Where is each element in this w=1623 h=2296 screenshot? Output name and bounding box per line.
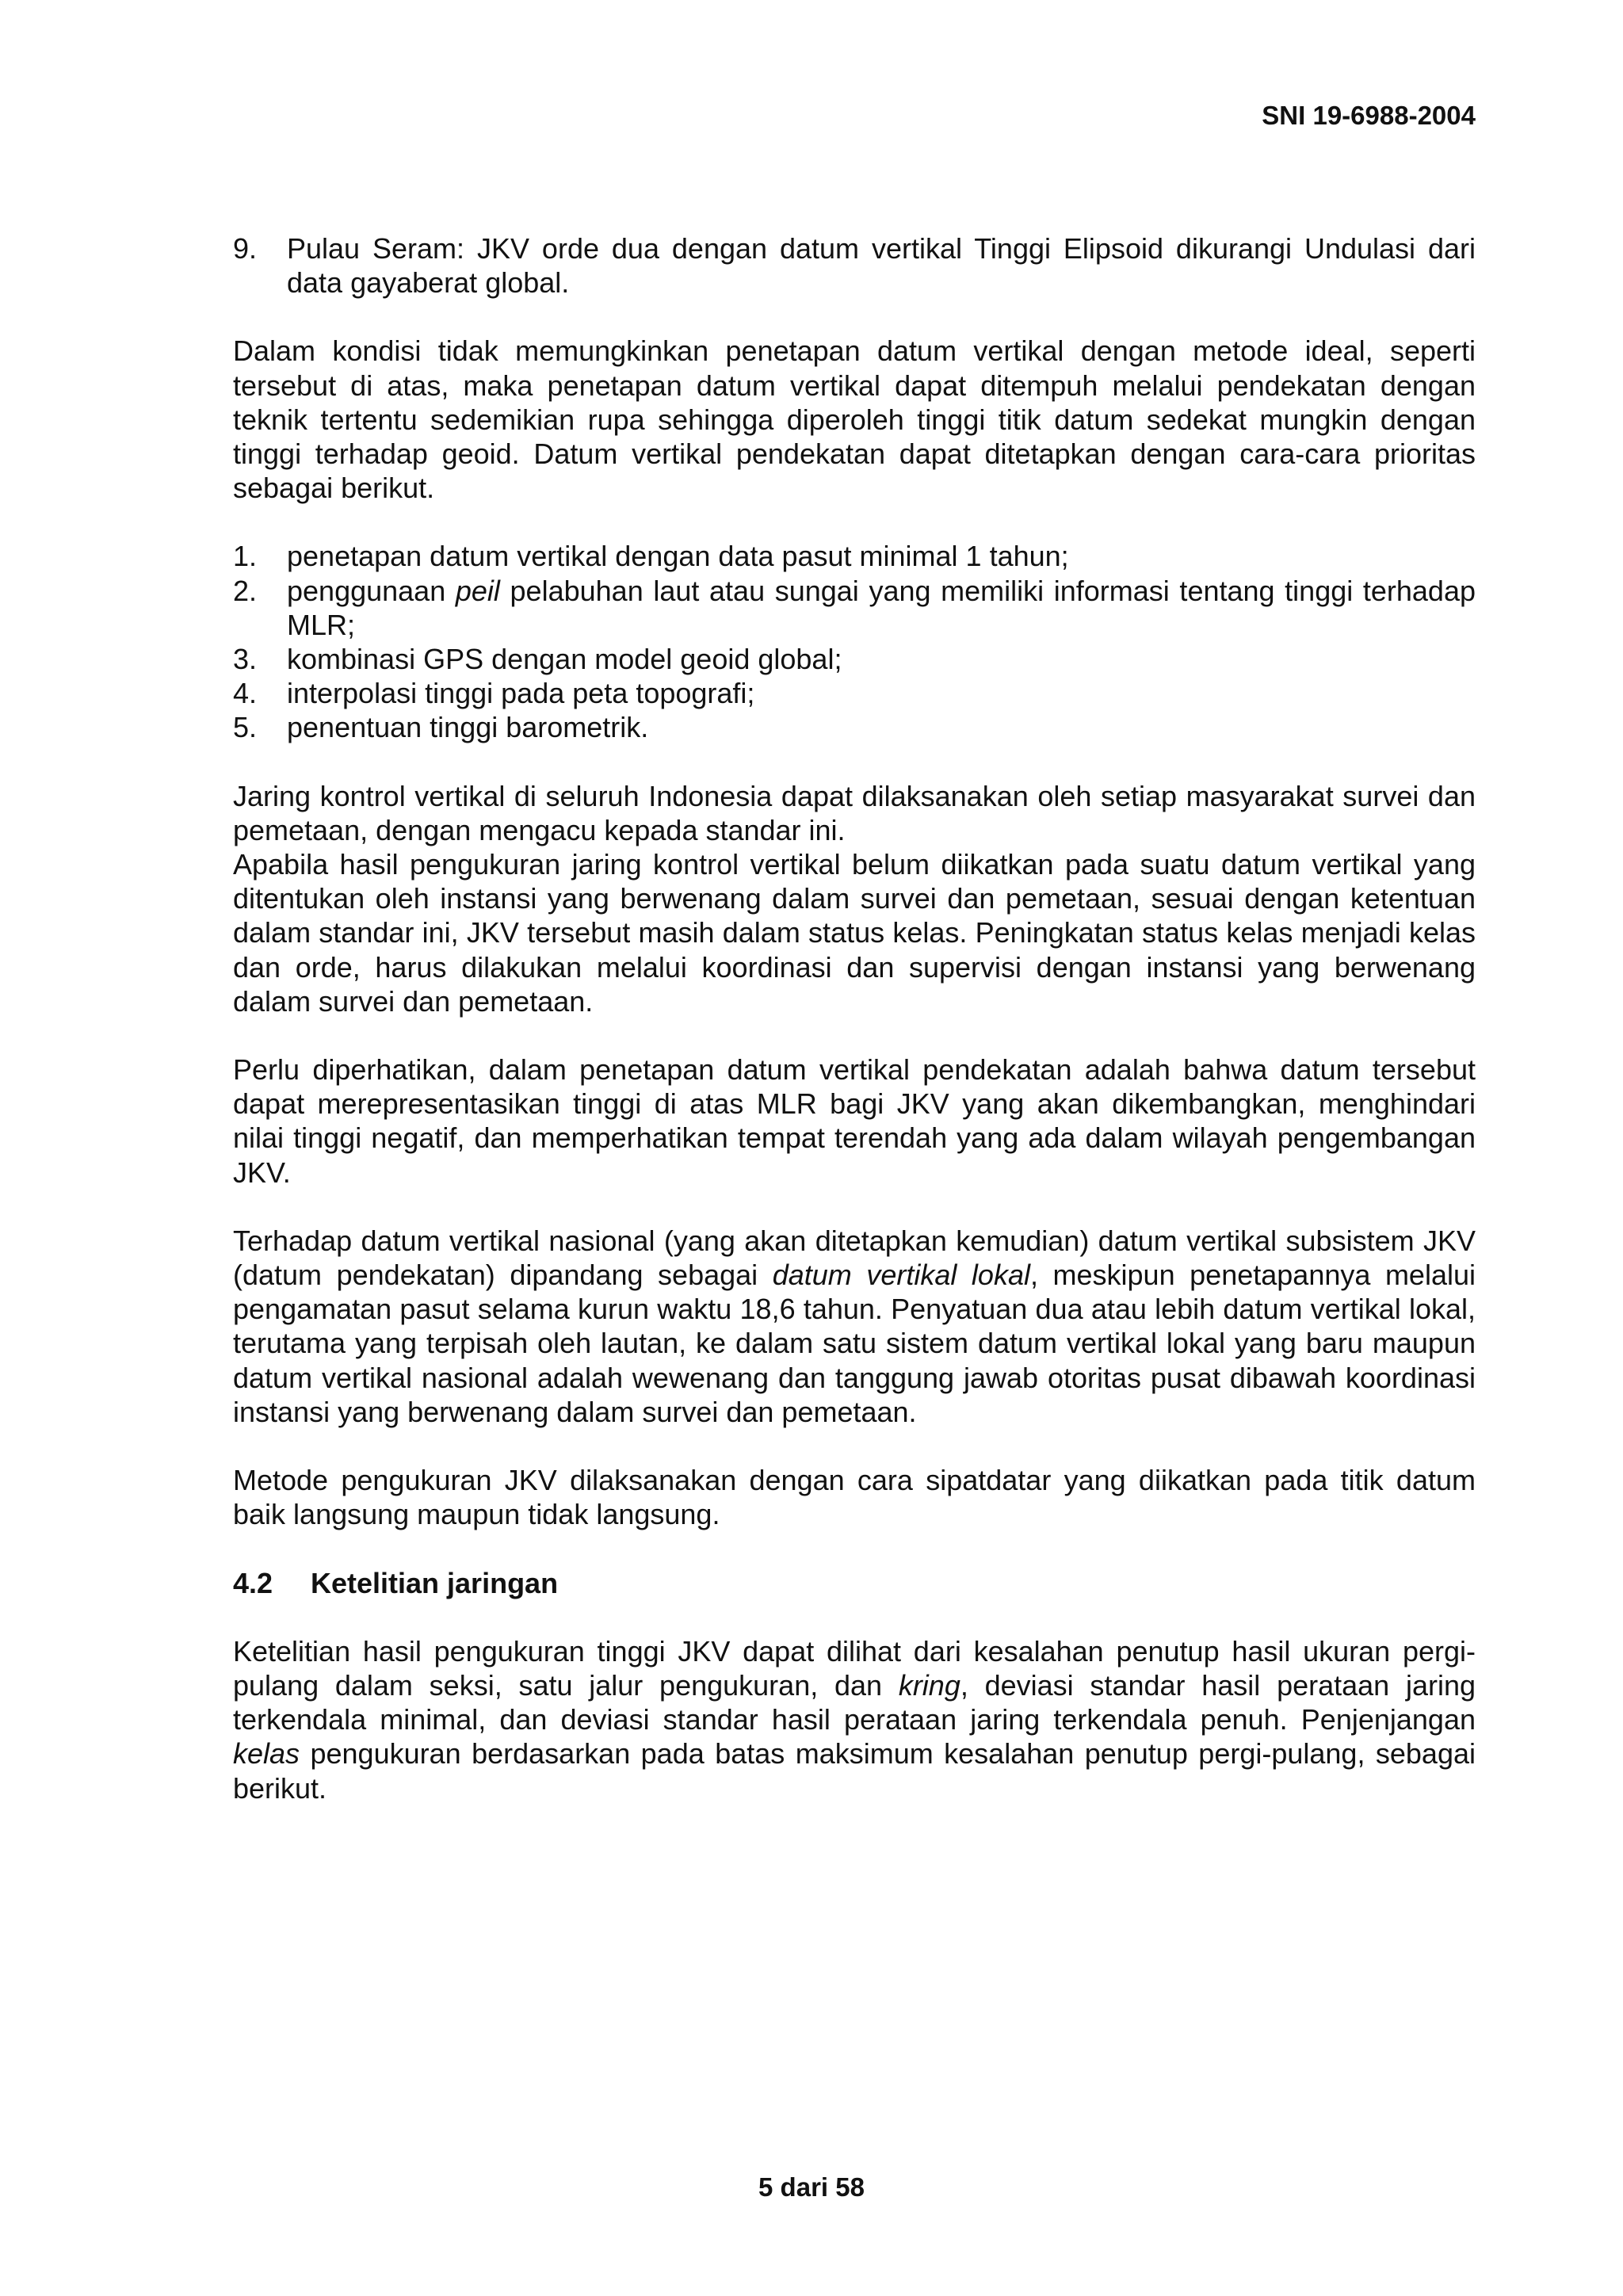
- text-run: pelabuhan laut atau sungai yang memiliki informasi tentang tinggi terhadap MLR;: [287, 574, 1476, 641]
- document-code: SNI 19-6988-2004: [1262, 101, 1476, 130]
- text-run: penggunaan: [287, 574, 456, 607]
- section-heading: [233, 1566, 1476, 1600]
- section-title: Ketelitian jaringan: [311, 1566, 559, 1599]
- list-text: interpolasi tinggi pada peta topografi;: [287, 677, 755, 710]
- list-number: 1.: [233, 540, 258, 573]
- text-run: , meskipun penetapannya melalui pengamatan pasut selama kurun waktu 18,6 tahun. Penyatuan dua atau lebih datum vertikal lokal, terutama yang terpisah oleh lautan, ke dalam satu sistem datum vertikal lokal yang baru maupun datum vertikal nasional adalah wewenang dan tanggung jawab otoritas pusat dibawah koordinasi instansi yang berwenang dalam survei dan pemetaan.: [233, 1259, 1476, 1428]
- list-text: kombinasi GPS dengan model geoid global;: [287, 643, 842, 676]
- text-run: pengukuran berdasarkan pada batas maksimum kesalahan penutup pergi-pulang, sebagai berikut.: [233, 1737, 1476, 1805]
- italic-term: kelas: [233, 1737, 300, 1771]
- paragraph-measurement-method: Metode pengukuran JKV dilaksanakan dengan cara sipatdatar yang diikatkan pada titik datum baik langsung maupun tidak langsung.: [233, 1464, 1476, 1531]
- italic-term: kring: [898, 1668, 960, 1702]
- paragraph-local-datum: [233, 1224, 1476, 1429]
- list-number: 3.: [233, 643, 258, 676]
- list-item: [233, 676, 1476, 710]
- page-number: 5 dari 58: [758, 2172, 865, 2202]
- section-number: 4.2: [233, 1566, 273, 1599]
- paragraph-jkv-status: Apabila hasil pengukuran jaring kontrol vertikal belum diikatkan pada suatu datum vertikal yang ditentukan oleh instansi yang berwenang dalam survei dan pemetaan, sesuai dengan ketentuan dalam standar ini, JKV tersebut masih dalam status kelas. Peningkatan status kelas menjadi kelas dan orde, harus dilakukan melalui koordinasi dan supervisi dengan instansi yang berwenang dalam survei dan pemetaan.: [233, 848, 1476, 1018]
- list-text: Pulau Seram: JKV orde dua dengan datum vertikal Tinggi Elipsoid dikurangi Undulasi dari data gayaberat global.: [287, 232, 1476, 300]
- text-run: Ketelitian hasil pengukuran tinggi JKV dapat dilihat dari kesalahan penutup hasil ukuran pergi-pulang dalam seksi, satu jalur pengukuran, dan: [233, 1634, 1476, 1702]
- priority-list: [233, 539, 1476, 744]
- list-item: [233, 574, 1476, 642]
- list-number: 5.: [233, 711, 258, 744]
- list-number: 9.: [233, 232, 258, 265]
- paragraph-datum-notes: Perlu diperhatikan, dalam penetapan datum vertikal pendekatan adalah bahwa datum tersebut dapat merepresentasikan tinggi di atas MLR bagi JKV yang akan dikembangkan, menghindari nilai tinggi negatif, dan memperhatikan tempat terendah yang ada dalam wilayah pengembangan JKV.: [233, 1053, 1476, 1189]
- list-text: penentuan tinggi barometrik.: [287, 711, 649, 744]
- list-item: [233, 539, 1476, 573]
- list-item-9: [233, 231, 1476, 300]
- list-text: penetapan datum vertikal dengan data pasut minimal 1 tahun;: [287, 540, 1069, 573]
- text-run: Terhadap datum vertikal nasional (yang akan ditetapkan kemudian) datum vertikal subsistem JKV (datum pendekatan) dipandang sebagai: [233, 1224, 1476, 1292]
- paragraph-datum-approach: Dalam kondisi tidak memungkinkan penetapan datum vertikal dengan metode ideal, seperti tersebut di atas, maka penetapan datum vertikal dapat ditempuh melalui pendekatan dengan teknik tertentu sedemikian rupa sehingga diperoleh tinggi titik datum sedekat mungkin dengan tinggi terhadap geoid. Datum vertikal pendekatan dapat ditetapkan dengan cara-cara prioritas sebagai berikut.: [233, 334, 1476, 505]
- list-text: [287, 574, 1476, 642]
- list-item: [233, 710, 1476, 744]
- paragraph-network-accuracy: [233, 1634, 1476, 1805]
- list-item: [233, 642, 1476, 676]
- page-content: [233, 231, 1476, 1839]
- list-number: 2.: [233, 574, 258, 607]
- italic-term: peil: [455, 574, 500, 607]
- text-run: , deviasi standar hasil perataan jaring terkendala minimal, dan deviasi standar hasil perataan jaring terkendala penuh. Penjenjangan: [233, 1668, 1476, 1736]
- paragraph-jkv-community: Jaring kontrol vertikal di seluruh Indonesia dapat dilaksanakan oleh setiap masyarakat survei dan pemetaan, dengan mengacu kepada standar ini.: [233, 779, 1476, 846]
- italic-term: datum vertikal lokal: [772, 1259, 1030, 1292]
- list-number: 4.: [233, 677, 258, 710]
